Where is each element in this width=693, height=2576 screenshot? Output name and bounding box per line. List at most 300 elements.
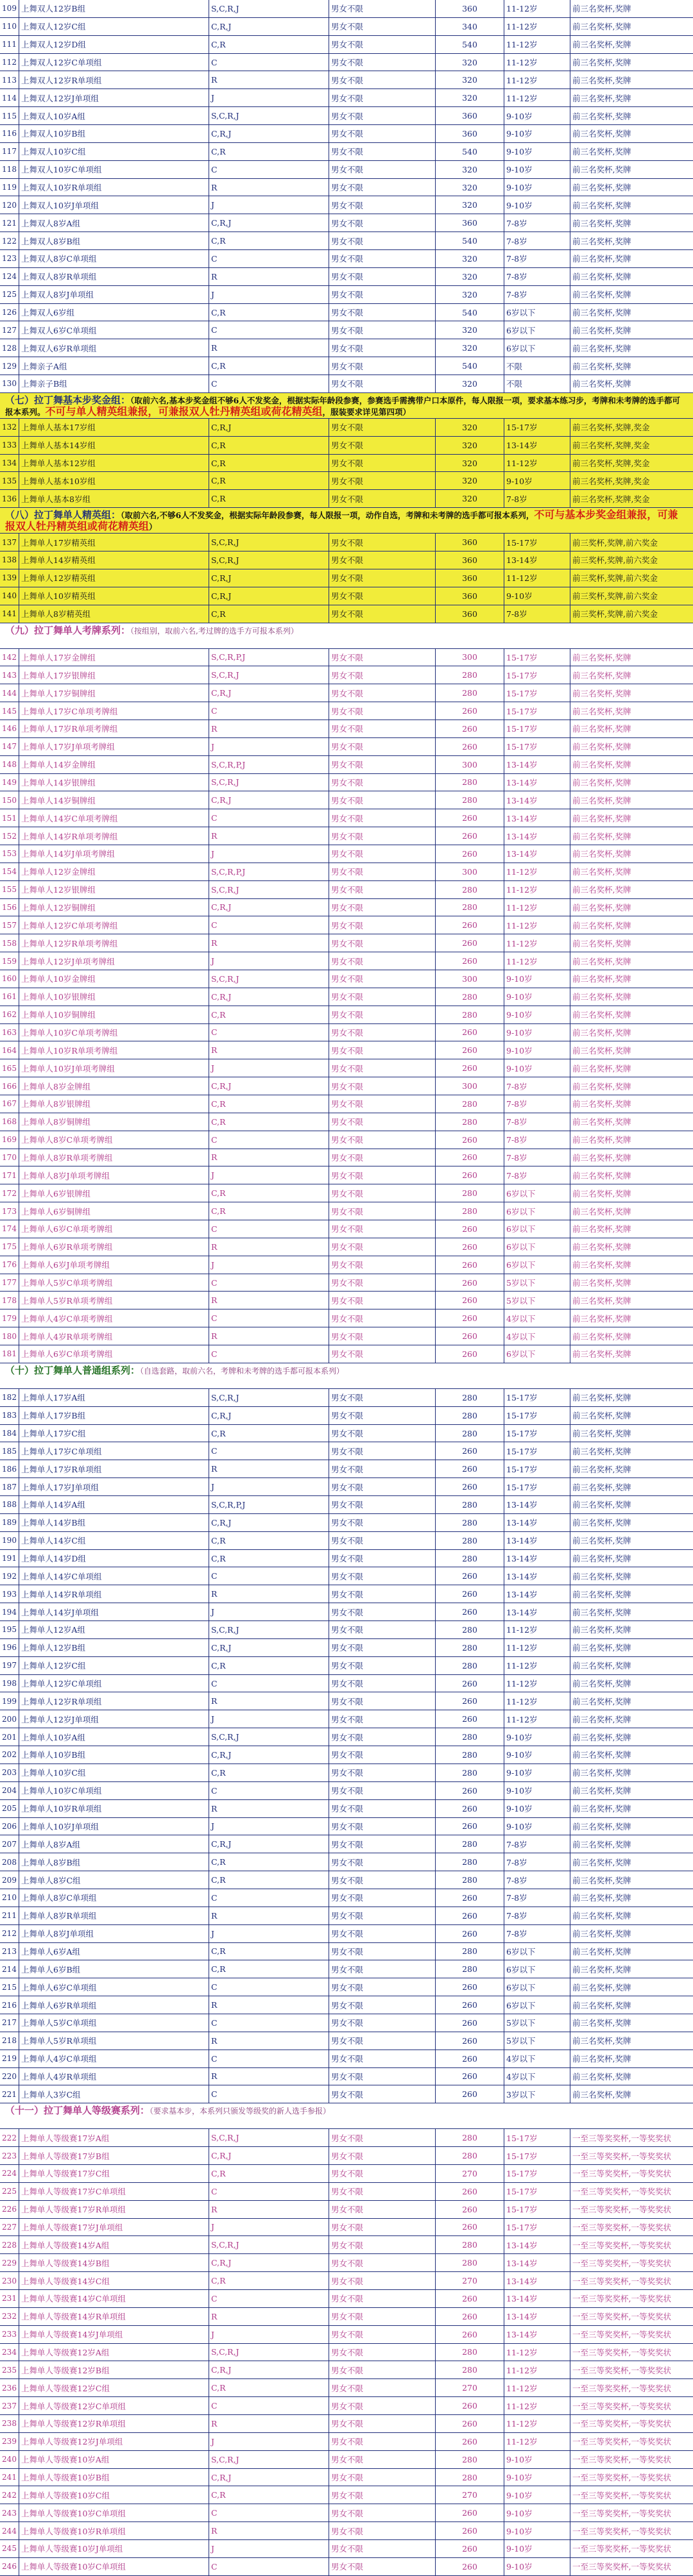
awards-cell: 前三名奖杯,奖牌 <box>572 885 631 895</box>
awards-cell: 前三名奖杯,奖牌 <box>572 688 631 698</box>
fee-cell: 360 <box>436 605 504 623</box>
gender-cell: 男女不限 <box>329 1996 436 2014</box>
fee-cell: 260 <box>436 845 504 863</box>
gender-cell: 男女不限 <box>329 179 436 196</box>
gender-cell: 男女不限 <box>329 455 436 472</box>
event-name-cell: 上舞单人4岁R单项考牌组 <box>19 1327 209 1345</box>
event-name-cell: 上舞单人10岁精英组 <box>19 587 209 605</box>
table-row <box>0 1567 693 1585</box>
item-number-cell: 222 <box>0 2129 19 2146</box>
item-number-cell: 216 <box>0 1996 19 2014</box>
awards-cell: 前三名奖杯,奖牌 <box>572 308 631 318</box>
gender-cell: 男女不限 <box>329 2050 436 2067</box>
fee-cell: 320 <box>436 419 504 436</box>
age-range-cell: 不限 <box>504 357 570 375</box>
gender-cell: 男女不限 <box>329 54 436 71</box>
table-row <box>0 375 693 393</box>
fee-cell: 320 <box>436 89 504 106</box>
gender-cell: 男女不限 <box>329 827 436 845</box>
age-range-cell: 13-14岁 <box>504 2272 570 2289</box>
age-range-cell: 9-10岁 <box>504 143 570 160</box>
item-number-cell: 205 <box>0 1800 19 1817</box>
dances-cell: C <box>209 2290 329 2307</box>
item-number-cell: 241 <box>0 2469 19 2486</box>
dances-cell: J <box>209 1256 329 1274</box>
dances-cell: R <box>209 827 329 845</box>
dances-cell: C,R <box>209 357 329 375</box>
age-range-cell: 15-17岁 <box>504 2219 570 2236</box>
table-row <box>0 2147 693 2165</box>
item-number-cell: 155 <box>0 881 19 898</box>
age-range-cell: 13-14岁 <box>504 1567 570 1585</box>
fee-cell: 260 <box>436 1131 504 1149</box>
awards-cell: 前三名奖杯,奖牌 <box>572 1260 631 1270</box>
dances-cell: S,C,R,J <box>209 881 329 898</box>
dances-cell: C,R <box>209 1532 329 1549</box>
event-name-cell: 上舞单人8岁B组 <box>19 1853 209 1871</box>
age-range-cell: 11-12岁 <box>504 916 570 934</box>
item-number-cell: 147 <box>0 738 19 755</box>
event-name-cell: 上舞双人6岁R单项组 <box>19 339 209 357</box>
event-name-cell: 上舞单人等级赛17岁J单项组 <box>19 2219 209 2236</box>
item-number-cell: 111 <box>0 36 19 53</box>
age-range-cell: 9-10岁 <box>504 2451 570 2468</box>
dances-cell: S,C,R,J <box>209 970 329 988</box>
section-note: （取前六名,不够6人不发奖金，根据实际年龄段参赛，每人限报一项，动作自选，考牌和未考牌的选手都可报本系列， <box>121 510 535 521</box>
event-name-cell: 上舞单人基本17岁组 <box>19 419 209 436</box>
gender-cell: 男女不限 <box>329 36 436 53</box>
table-row <box>0 1675 693 1693</box>
item-number-cell: 153 <box>0 845 19 863</box>
event-name-cell: 上舞单人5岁C单项组 <box>19 2014 209 2032</box>
dances-cell: C,R,J <box>209 2254 329 2271</box>
event-name-cell: 上舞单人4岁R单项组 <box>19 2068 209 2085</box>
gender-cell: 男女不限 <box>329 934 436 952</box>
fee-cell: 260 <box>436 1478 504 1495</box>
event-name-cell: 上舞单人14岁C组 <box>19 1532 209 1549</box>
dances-cell: R <box>209 268 329 285</box>
age-range-cell: 11-12岁 <box>504 863 570 880</box>
event-name-cell: 上舞单人12岁C单项考牌组 <box>19 916 209 934</box>
gender-cell: 男女不限 <box>329 1550 436 1567</box>
gender-cell: 男女不限 <box>329 2129 436 2146</box>
dances-cell: C <box>209 2050 329 2067</box>
fee-cell: 260 <box>436 1166 504 1184</box>
age-range-cell: 7-8岁 <box>504 232 570 249</box>
table-row <box>0 1024 693 1042</box>
fee-cell: 300 <box>436 756 504 773</box>
item-number-cell: 166 <box>0 1077 19 1095</box>
table-row <box>0 1149 693 1167</box>
awards-cell: 一至三等奖奖杯,一等奖奖状 <box>572 2205 671 2215</box>
table-row <box>0 684 693 702</box>
table-row <box>0 143 693 161</box>
item-number-cell: 243 <box>0 2504 19 2521</box>
section-warning: 不可与单人精英组兼报，可兼报双人牡丹精英组或荷花精英组 <box>45 405 323 417</box>
age-range-cell: 9-10岁 <box>504 125 570 142</box>
gender-cell: 男女不限 <box>329 89 436 106</box>
age-range-cell: 9-10岁 <box>504 988 570 1006</box>
table-row <box>0 1532 693 1550</box>
age-range-cell: 7-8岁 <box>504 1131 570 1149</box>
age-range-cell: 9-10岁 <box>504 196 570 214</box>
item-number-cell: 201 <box>0 1728 19 1746</box>
dances-cell: C <box>209 1675 329 1692</box>
age-range-cell: 13-14岁 <box>504 774 570 791</box>
age-range-cell: 9-10岁 <box>504 2540 570 2557</box>
event-name-cell: 上舞单人12岁精英组 <box>19 569 209 587</box>
gender-cell: 男女不限 <box>329 286 436 303</box>
age-range-cell: 9-10岁 <box>504 2469 570 2486</box>
dances-cell: C,R,J <box>209 1407 329 1424</box>
fee-cell: 260 <box>436 2085 504 2103</box>
dances-cell: R <box>209 2308 329 2325</box>
awards-cell: 前三名奖杯,奖牌 <box>572 1679 631 1689</box>
age-range-cell: 11-12岁 <box>504 1639 570 1656</box>
awards-cell: 前三名奖杯,奖牌,奖金 <box>572 459 650 469</box>
item-number-cell: 114 <box>0 89 19 106</box>
event-name-cell: 上舞单人17岁C组 <box>19 1425 209 1442</box>
awards-cell: 前三名奖杯,奖牌 <box>572 1081 631 1091</box>
age-range-cell: 9-10岁 <box>504 587 570 605</box>
gender-cell: 男女不限 <box>329 232 436 249</box>
event-name-cell: 上舞单人8岁R单项考牌组 <box>19 1149 209 1166</box>
age-range-cell: 7-8岁 <box>504 1835 570 1853</box>
dances-cell: S,C,R,J <box>209 1728 329 1746</box>
dances-cell: R <box>209 1041 329 1059</box>
age-range-cell: 13-14岁 <box>504 1603 570 1621</box>
item-number-cell: 238 <box>0 2415 19 2432</box>
event-name-cell: 上舞双人6岁C单项组 <box>19 321 209 339</box>
event-name-cell: 上舞双人10岁A组 <box>19 107 209 124</box>
fee-cell: 260 <box>436 2068 504 2085</box>
table-row <box>0 1238 693 1256</box>
event-name-cell: 上舞单人8岁C单项考牌组 <box>19 1131 209 1149</box>
dances-cell: C <box>209 702 329 720</box>
item-number-cell: 224 <box>0 2165 19 2182</box>
table-row <box>0 587 693 605</box>
age-range-cell: 15-17岁 <box>504 1442 570 1460</box>
age-range-cell: 15-17岁 <box>504 1407 570 1424</box>
item-number-cell: 141 <box>0 605 19 623</box>
fee-cell: 540 <box>436 36 504 53</box>
fee-cell: 260 <box>436 2032 504 2050</box>
gender-cell: 男女不限 <box>329 2469 436 2486</box>
gender-cell: 男女不限 <box>329 2308 436 2325</box>
table-row <box>0 1059 693 1077</box>
section-note-tail: ） <box>149 522 157 532</box>
age-range-cell: 9-10岁 <box>504 472 570 489</box>
gender-cell: 男女不限 <box>329 2451 436 2468</box>
age-range-cell: 6岁以下 <box>504 1238 570 1256</box>
gender-cell: 男女不限 <box>329 952 436 970</box>
age-range-cell: 7-8岁 <box>504 1113 570 1131</box>
event-name-cell: 上舞单人14岁R单项考牌组 <box>19 827 209 845</box>
dances-cell: C,R <box>209 472 329 489</box>
item-number-cell: 226 <box>0 2201 19 2218</box>
event-name-cell: 上舞单人基本14岁组 <box>19 437 209 454</box>
table-row <box>0 1425 693 1443</box>
event-name-cell: 上舞单人12岁B组 <box>19 1639 209 1656</box>
fee-cell: 260 <box>436 1889 504 1907</box>
gender-cell: 男女不限 <box>329 1710 436 1728</box>
age-range-cell: 9-10岁 <box>504 1024 570 1041</box>
fee-cell: 280 <box>436 2254 504 2271</box>
gender-cell: 男女不限 <box>329 304 436 321</box>
table-row <box>0 1389 693 1407</box>
awards-cell: 前三名奖杯,奖牌 <box>572 1893 631 1903</box>
fee-cell: 320 <box>436 71 504 88</box>
fee-cell: 260 <box>436 1220 504 1238</box>
fee-cell: 260 <box>436 2415 504 2432</box>
age-range-cell: 13-14岁 <box>504 1496 570 1513</box>
age-range-cell: 9-10岁 <box>504 1059 570 1077</box>
age-range-cell: 6岁以下 <box>504 1996 570 2014</box>
dances-cell: C,R <box>209 232 329 249</box>
gender-cell: 男女不限 <box>329 1059 436 1077</box>
awards-cell: 前三名奖杯,奖牌 <box>572 2018 631 2028</box>
awards-cell: 前三名奖杯,奖牌 <box>572 1821 631 1831</box>
gender-cell: 男女不限 <box>329 1907 436 1924</box>
item-number-cell: 171 <box>0 1166 19 1184</box>
age-range-cell: 15-17岁 <box>504 419 570 436</box>
item-number-cell: 198 <box>0 1675 19 1692</box>
item-number-cell: 135 <box>0 472 19 489</box>
table-row <box>0 196 693 214</box>
fee-cell: 280 <box>436 899 504 916</box>
item-number-cell: 125 <box>0 286 19 303</box>
dances-cell: C,R,J <box>209 125 329 142</box>
table-row <box>0 534 693 551</box>
age-range-cell: 7-8岁 <box>504 1889 570 1907</box>
gender-cell: 男女不限 <box>329 1889 436 1907</box>
gender-cell: 男女不限 <box>329 1238 436 1256</box>
gender-cell: 男女不限 <box>329 1943 436 1960</box>
table-row <box>0 36 693 54</box>
item-number-cell: 120 <box>0 196 19 214</box>
dances-cell: C,R <box>209 1184 329 1202</box>
section-title: （八）拉丁舞单人精英组： <box>5 509 121 521</box>
fee-cell: 260 <box>436 827 504 845</box>
dances-cell: C <box>209 1309 329 1327</box>
table-row <box>0 1746 693 1764</box>
age-range-cell: 11-12岁 <box>504 1692 570 1710</box>
awards-cell: 前三名奖杯,奖牌 <box>572 1607 631 1617</box>
dances-cell: S,C,R,J <box>209 0 329 17</box>
age-range-cell: 13-14岁 <box>504 2326 570 2343</box>
awards-cell: 前三名奖杯,奖牌 <box>572 379 631 389</box>
table-row <box>0 1202 693 1220</box>
table-row <box>0 472 693 490</box>
item-number-cell: 209 <box>0 1871 19 1889</box>
dances-cell: R <box>209 2032 329 2050</box>
awards-cell: 一至三等奖奖杯,一等奖奖状 <box>572 2526 671 2536</box>
event-name-cell: 上舞单人8岁精英组 <box>19 605 209 623</box>
gender-cell: 男女不限 <box>329 125 436 142</box>
table-row <box>0 490 693 508</box>
dances-cell: R <box>209 179 329 196</box>
table-row <box>0 2504 693 2522</box>
table-row <box>0 952 693 970</box>
gender-cell: 男女不限 <box>329 1925 436 1942</box>
dances-cell: J <box>209 1059 329 1077</box>
event-name-cell: 上舞单人8岁金牌组 <box>19 1077 209 1095</box>
fee-cell: 260 <box>436 1818 504 1835</box>
gender-cell: 男女不限 <box>329 18 436 35</box>
fee-cell: 270 <box>436 2486 504 2504</box>
awards-cell: 前三名奖杯,奖牌 <box>572 290 631 300</box>
gender-cell: 男女不限 <box>329 1675 436 1692</box>
awards-cell: 前三名奖杯,奖牌 <box>572 1929 631 1939</box>
age-range-cell: 15-17岁 <box>504 1460 570 1477</box>
fee-cell: 260 <box>436 1603 504 1621</box>
awards-cell: 前三名奖杯,奖牌,奖金 <box>572 476 650 486</box>
fee-cell: 260 <box>436 1024 504 1041</box>
table-row <box>0 1309 693 1327</box>
awards-cell: 前三名奖杯,奖牌 <box>572 1536 631 1546</box>
age-range-cell: 7-8岁 <box>504 1095 570 1113</box>
awards-cell: 前三名奖杯,奖牌 <box>572 165 631 175</box>
table-row <box>0 71 693 89</box>
age-range-cell: 9-10岁 <box>504 970 570 988</box>
dances-cell: C,R,J <box>209 988 329 1006</box>
item-number-cell: 167 <box>0 1095 19 1113</box>
table-row <box>0 1095 693 1113</box>
section-note: （取前六名,基本步奖金组不够6人不发奖金，根据实际年龄段参赛，参赛选手需携带户口本原件，每人限报一项，要求基本练习步，考牌和未考牌的选手都可报本系列。 <box>5 395 680 417</box>
item-number-cell: 190 <box>0 1532 19 1549</box>
gender-cell: 男女不限 <box>329 1256 436 1274</box>
item-number-cell: 122 <box>0 232 19 249</box>
dances-cell: C,R <box>209 1960 329 1978</box>
event-name-cell: 上舞单人5岁R单项考牌组 <box>19 1292 209 1309</box>
dances-cell: C,R <box>209 1943 329 1960</box>
item-number-cell: 129 <box>0 357 19 375</box>
item-number-cell: 162 <box>0 1006 19 1023</box>
awards-cell: 前三名奖杯,奖牌,奖金 <box>572 494 650 504</box>
table-row <box>0 1657 693 1675</box>
age-range-cell: 11-12岁 <box>504 899 570 916</box>
item-number-cell: 221 <box>0 2085 19 2103</box>
age-range-cell: 11-12岁 <box>504 881 570 898</box>
awards-cell: 前三名奖杯,奖牌 <box>572 75 631 85</box>
item-number-cell: 184 <box>0 1425 19 1442</box>
awards-cell: 前三名奖杯,奖牌 <box>572 361 631 371</box>
table-row <box>0 1220 693 1238</box>
table-row <box>0 1442 693 1460</box>
event-name-cell: 上舞单人12岁R单项考牌组 <box>19 934 209 952</box>
dances-cell: R <box>209 1327 329 1345</box>
table-row <box>0 2068 693 2086</box>
item-number-cell: 109 <box>0 0 19 17</box>
section-note: （按组别，取前六名,考过牌的选手方可报本系列） <box>130 626 298 636</box>
dances-cell: R <box>209 1460 329 1477</box>
item-number-cell: 236 <box>0 2379 19 2396</box>
item-number-cell: 180 <box>0 1327 19 1345</box>
table-row <box>0 1978 693 1996</box>
dances-cell: C,R,J <box>209 419 329 436</box>
awards-cell: 前三名奖杯,奖牌 <box>572 218 631 228</box>
item-number-cell: 220 <box>0 2068 19 2085</box>
dances-cell: C,R <box>209 1425 329 1442</box>
event-name-cell: 上舞双人10岁R单项组 <box>19 179 209 196</box>
event-name-cell: 上舞双人8岁R单项组 <box>19 268 209 285</box>
dances-cell: J <box>209 2219 329 2236</box>
event-name-cell: 上舞单人等级赛12岁R单项组 <box>19 2415 209 2432</box>
age-range-cell: 7-8岁 <box>504 605 570 623</box>
gender-cell: 男女不限 <box>329 551 436 569</box>
fee-cell: 270 <box>436 2272 504 2289</box>
awards-cell: 前三名奖杯,奖牌 <box>572 236 631 246</box>
dances-cell: C <box>209 916 329 934</box>
age-range-cell: 11-12岁 <box>504 2379 570 2396</box>
event-name-cell: 上舞单人8岁银牌组 <box>19 1095 209 1113</box>
awards-cell: 一至三等奖奖杯,一等奖奖状 <box>572 2169 671 2179</box>
event-name-cell: 上舞单人14岁银牌组 <box>19 774 209 791</box>
fee-cell: 320 <box>436 321 504 339</box>
age-range-cell: 不限 <box>504 375 570 392</box>
gender-cell: 男女不限 <box>329 1006 436 1023</box>
item-number-cell: 245 <box>0 2540 19 2557</box>
age-range-cell: 7-8岁 <box>504 1077 570 1095</box>
event-name-cell: 上舞单人10岁金牌组 <box>19 970 209 988</box>
item-number-cell: 212 <box>0 1925 19 1942</box>
dances-cell: C <box>209 2504 329 2521</box>
fee-cell: 280 <box>436 2129 504 2146</box>
awards-cell: 前三名奖杯,奖牌 <box>572 2000 631 2010</box>
age-range-cell: 13-14岁 <box>504 2308 570 2325</box>
fee-cell: 260 <box>436 1442 504 1460</box>
item-number-cell: 117 <box>0 143 19 160</box>
table-row <box>0 791 693 809</box>
event-name-cell: 上舞双人12岁C单项组 <box>19 54 209 71</box>
event-name-cell: 上舞双人10岁J单项组 <box>19 196 209 214</box>
event-name-cell: 上舞单人等级赛10岁A组 <box>19 2451 209 2468</box>
event-name-cell: 上舞单人等级赛12岁B组 <box>19 2361 209 2378</box>
awards-cell: 前三名奖杯,奖牌 <box>572 1242 631 1252</box>
age-range-cell: 9-10岁 <box>504 2522 570 2539</box>
event-name-cell: 上舞单人8岁A组 <box>19 1835 209 1853</box>
fee-cell: 260 <box>436 2014 504 2032</box>
item-number-cell: 234 <box>0 2344 19 2361</box>
dances-cell: R <box>209 1800 329 1817</box>
event-name-cell: 上舞单人14岁J单项组 <box>19 1603 209 1621</box>
awards-cell: 一至三等奖奖杯,一等奖奖状 <box>572 2276 671 2286</box>
item-number-cell: 202 <box>0 1746 19 1764</box>
table-row <box>0 1407 693 1425</box>
awards-cell: 前三奖杯,奖牌,前六奖金 <box>572 591 658 602</box>
table-row <box>0 988 693 1006</box>
dances-cell: C,R,J <box>209 587 329 605</box>
event-name-cell: 上舞双人10岁B组 <box>19 125 209 142</box>
awards-cell: 一至三等奖奖杯,一等奖奖状 <box>572 2330 671 2340</box>
fee-cell: 270 <box>436 2165 504 2182</box>
table-row <box>0 934 693 952</box>
fee-cell: 280 <box>436 1764 504 1781</box>
table-row <box>0 1166 693 1184</box>
table-row <box>0 569 693 587</box>
event-name-cell: 上舞双人8岁A组 <box>19 214 209 232</box>
event-name-cell: 上舞单人等级赛17岁C组 <box>19 2165 209 2182</box>
fee-cell: 280 <box>436 1514 504 1531</box>
fee-cell: 320 <box>436 179 504 196</box>
table-row <box>0 2326 693 2344</box>
item-number-cell: 179 <box>0 1309 19 1327</box>
table-row <box>0 2201 693 2219</box>
dances-cell: R <box>209 1692 329 1710</box>
event-name-cell: 上舞单人6岁A组 <box>19 1943 209 1960</box>
item-number-cell: 159 <box>0 952 19 970</box>
awards-cell: 前三名奖杯,奖牌 <box>572 902 631 913</box>
